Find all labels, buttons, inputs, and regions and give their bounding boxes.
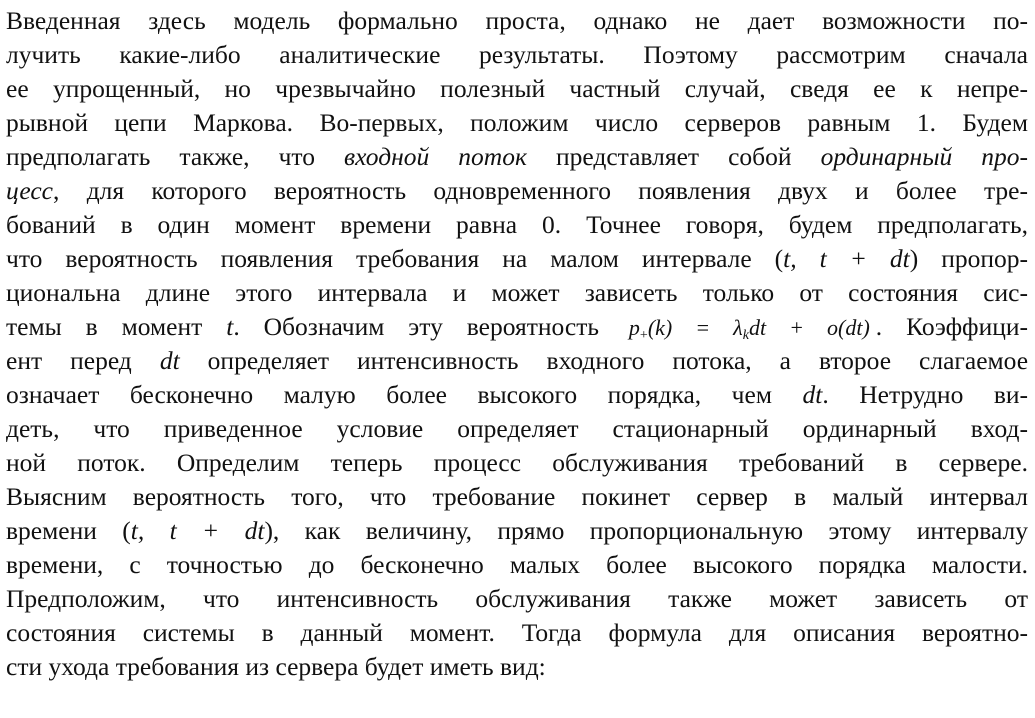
- italic-term-input-flow: входной поток: [344, 142, 527, 171]
- text-line: ент перед dt определяет интенсивность входного потока, а второе слагаемое: [6, 346, 1029, 375]
- text-line: означает бесконечно малую более высокого порядка, чем dt. Нетрудно ви-: [6, 380, 1029, 409]
- text-line: времени, с точностью до бесконечно малых более высокого порядка малости.: [6, 550, 1028, 579]
- italic-term-ordinary-process: ординарный про-: [820, 142, 1029, 171]
- text-line: бований в один момент времени равна 0. Точнее говоря, будем предполагать,: [6, 210, 1028, 239]
- text-line: ее упрощенный, но чрезвычайно полезный частный случай, сведя ее к непре-: [6, 74, 1028, 103]
- text-line: ной поток. Определим теперь процесс обслуживания требований в сервере.: [6, 448, 1028, 477]
- probability-formula: $p_+(k) = \lambda_kdt + o(dt)$: [628, 315, 870, 343]
- text-line: сти ухода требования из сервера будет иметь вид:: [6, 652, 546, 681]
- text-line: Предположим, что интенсивность обслуживания также может зависеть от: [6, 584, 1028, 613]
- text-line: Введенная здесь модель формально проста, однако не дает возможности по-: [6, 6, 1028, 35]
- text-line: темы в момент t. Обозначим эту вероятность $p_+(k) = \lambda_kdt + o(dt)$ . Коэффици-: [6, 312, 1029, 343]
- text-line: Выясним вероятность того, что требование покинет сервер в малый интервал: [6, 482, 1028, 511]
- document-page: [6, 4, 1028, 684]
- text-line: предполагать также, что входной поток представляет собой ординарный про-: [6, 142, 1029, 171]
- text-line: деть, что приведенное условие определяет стационарный ординарный вход-: [6, 414, 1028, 443]
- text-line: рывной цепи Маркова. Во-первых, положим число серверов равным 1. Будем: [6, 108, 1028, 137]
- text-line: лучить какие-либо аналитические результаты. Поэтому рассмотрим сначала: [6, 40, 1028, 69]
- text-line: что вероятность появления требования на малом интервале (t, t + dt) пропор-: [6, 244, 1029, 273]
- text-line: циональна длине этого интервала и может зависеть только от состояния сис-: [6, 278, 1028, 307]
- text-line: времени (t, t + dt), как величину, прямо пропорциональную этому интервалу: [6, 516, 1028, 545]
- text-line: цесс, для которого вероятность одновременного появления двух и более тре-: [6, 176, 1028, 205]
- text-line: состояния системы в данный момент. Тогда формула для описания вероятно-: [6, 618, 1028, 647]
